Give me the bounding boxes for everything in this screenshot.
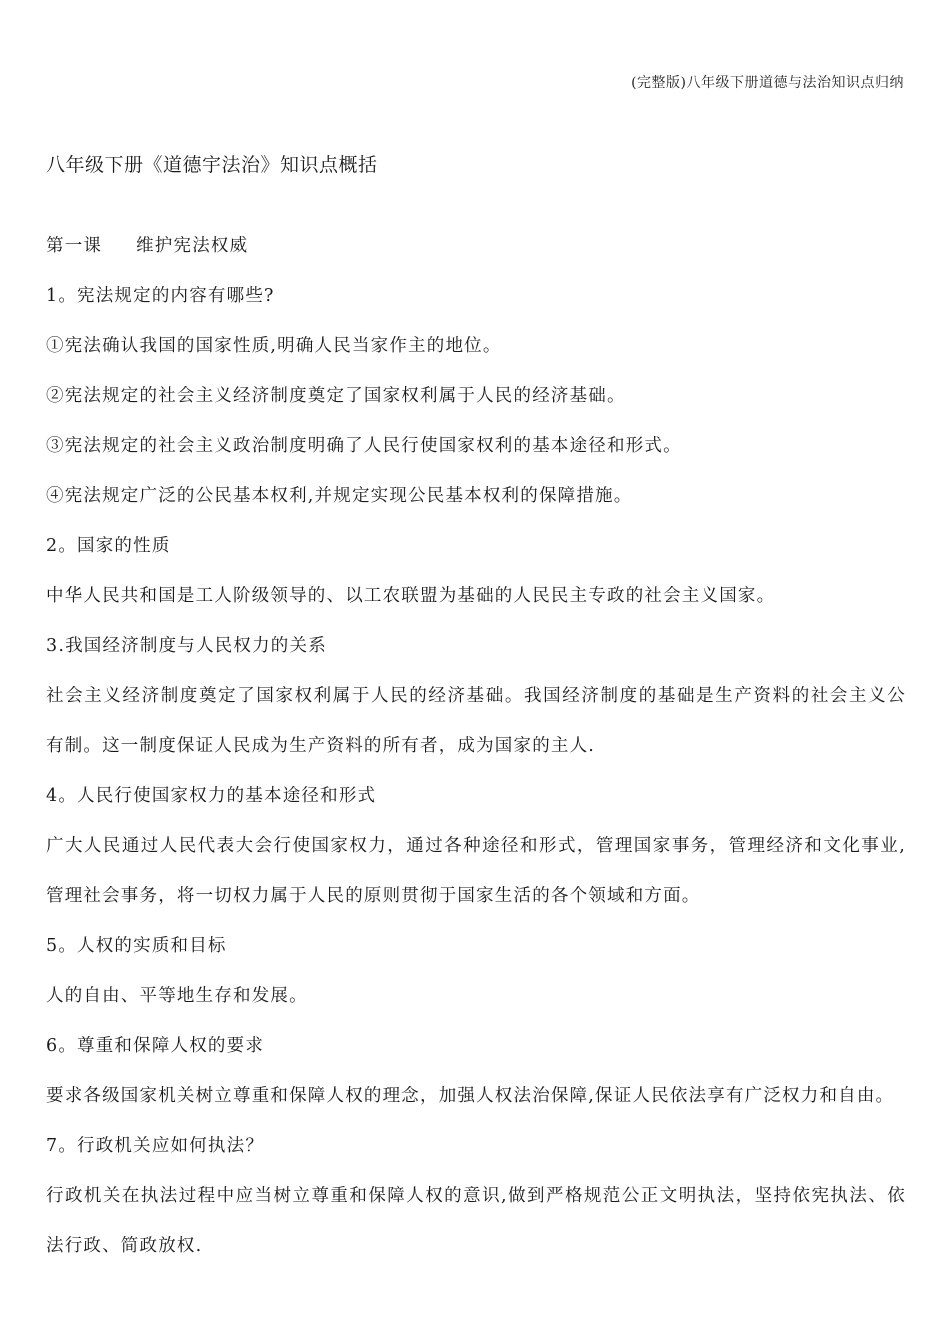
document-body xyxy=(46,221,906,1271)
section-body: 中华人民共和国是工人阶级领导的、以工农联盟为基础的人民民主专政的社会主义国家。 xyxy=(46,586,776,606)
lesson-name: 维护宪法权威 xyxy=(136,236,249,256)
section-heading: 1。宪法规定的内容有哪些? xyxy=(46,286,275,306)
list-item: ④宪法规定广泛的公民基本权利,并规定实现公民基本权利的保障措施。 xyxy=(46,486,633,506)
list-item: ①宪法确认我国的国家性质,明确人民当家作主的地位。 xyxy=(46,336,502,356)
section-heading: 2。国家的性质 xyxy=(46,536,171,556)
section-heading: 3.我国经济制度与人民权力的关系 xyxy=(46,636,327,656)
section-heading: 6。尊重和保障人权的要求 xyxy=(46,1036,265,1056)
list-item: ②宪法规定的社会主义经济制度奠定了国家权利属于人民的经济基础。 xyxy=(46,386,626,406)
section-body: 行政机关在执法过程中应当树立尊重和保障人权的意识,做到严格规范公正文明执法，坚持依宪执法、依法行政、简政放权. xyxy=(46,1186,906,1256)
section-heading: 4。人民行使国家权力的基本途径和形式 xyxy=(46,786,377,806)
list-item: ③宪法规定的社会主义政治制度明确了人民行使国家权利的基本途径和形式。 xyxy=(46,436,682,456)
lesson-number: 第一课 xyxy=(46,236,103,256)
section-body: 要求各级国家机关树立尊重和保障人权的理念，加强人权法治保障,保证人民依法享有广泛权力和自由。 xyxy=(46,1086,895,1106)
section-heading: 5。人权的实质和目标 xyxy=(46,936,227,956)
document-title: 八年级下册《道德宇法治》知识点概括 xyxy=(46,154,378,176)
lesson-heading xyxy=(46,221,906,271)
running-header: (完整版)八年级下册道德与法治知识点归纳 xyxy=(631,75,904,91)
section-body: 社会主义经济制度奠定了国家权利属于人民的经济基础。我国经济制度的基础是生产资料的社会主义公有制。这一制度保证人民成为生产资料的所有者，成为国家的主人. xyxy=(46,686,906,756)
section-body: 广大人民通过人民代表大会行使国家权力，通过各种途径和形式，管理国家事务，管理经济和文化事业,管理社会事务，将一切权力属于人民的原则贯彻于国家生活的各个领域和方面。 xyxy=(46,836,906,906)
section-heading: 7。行政机关应如何执法？ xyxy=(46,1136,265,1156)
section-body: 人的自由、平等地生存和发展。 xyxy=(46,986,308,1006)
